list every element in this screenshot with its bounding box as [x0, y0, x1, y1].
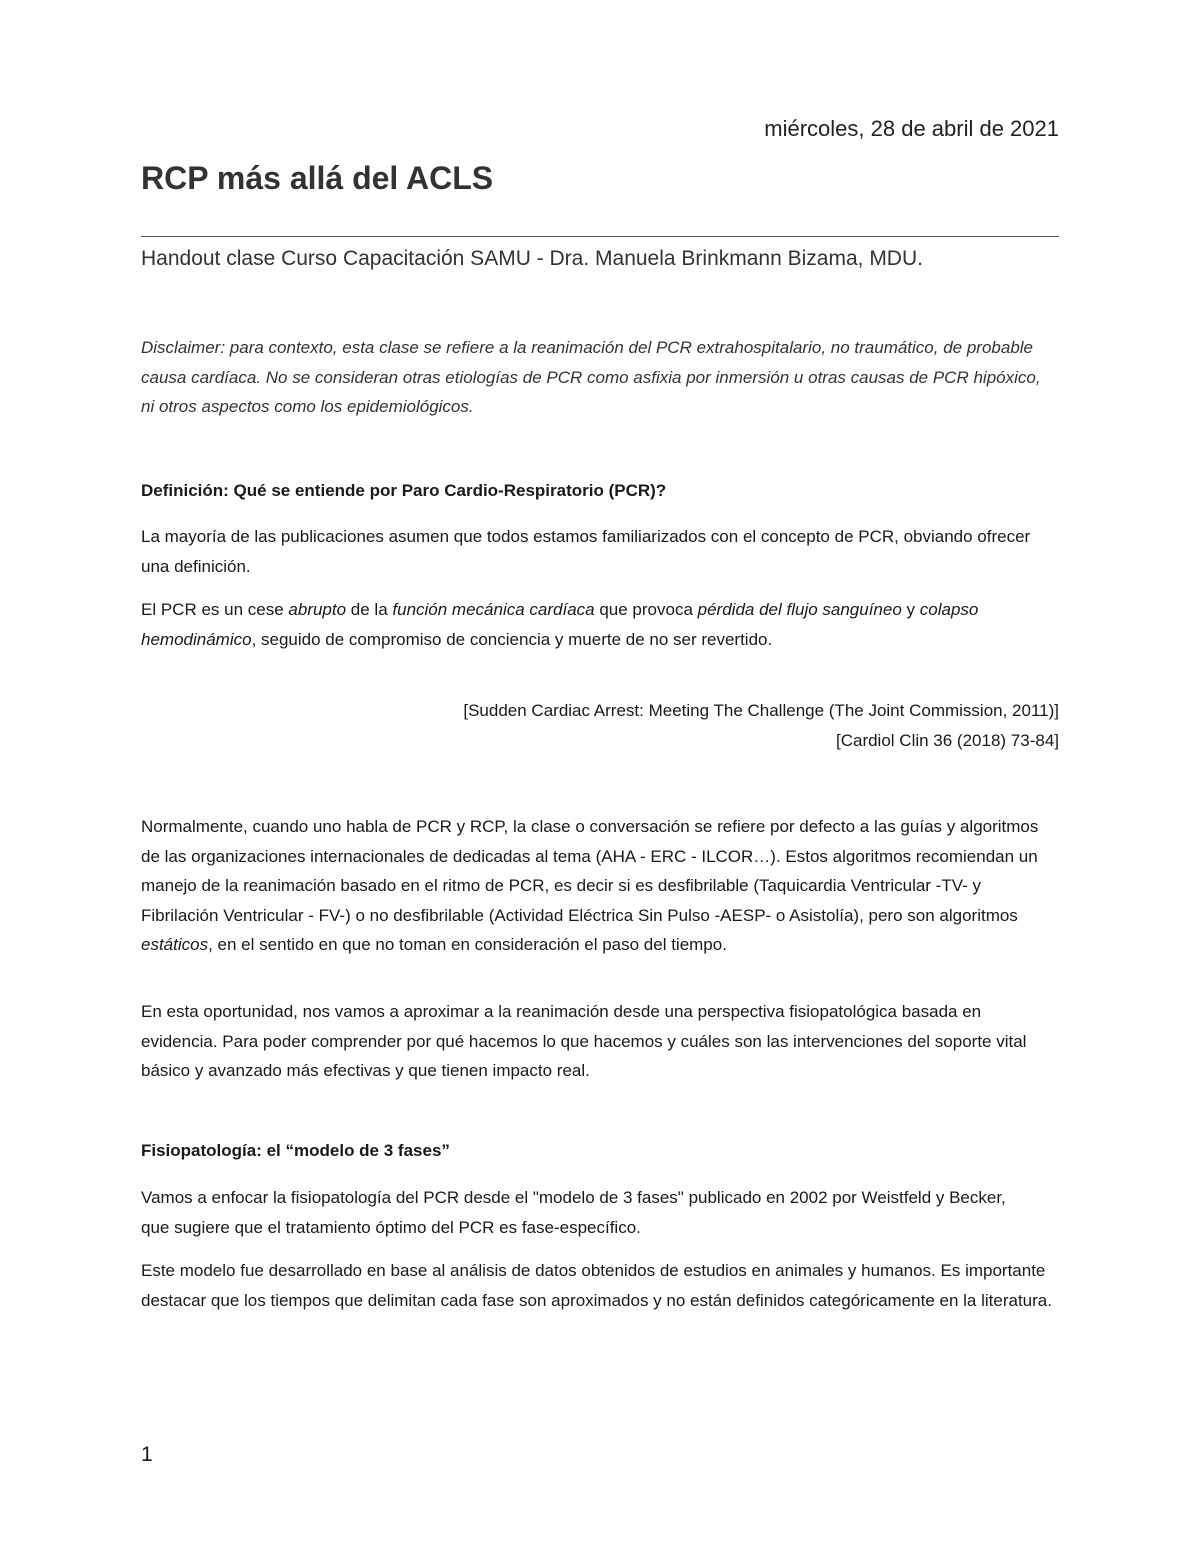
definition-intro-paragraph: La mayoría de las publicaciones asumen que todos estamos familiarizados con el concepto de PCR, obviando ofrecer una definición.	[141, 527, 1031, 576]
approach-paragraph: En esta oportunidad, nos vamos a aproximar a la reanimación desde una perspectiva fisiopatológica basada en evidencia. Para poder comprender por qué hacemos lo que hacemos y cuáles son las intervenciones del soporte vital básico y avanzado más efectivas y que tienen impacto real.	[141, 1002, 1027, 1080]
document-title: RCP más allá del ACLS	[141, 160, 494, 196]
reference-1: [Sudden Cardiac Arrest: Meeting The Challenge (The Joint Commission, 2011)]	[463, 701, 1059, 720]
document-date: miércoles, 28 de abril de 2021	[764, 116, 1059, 141]
model-development-paragraph: Este modelo fue desarrollado en base al análisis de datos obtenidos de estudios en animales y humanos. Es importante destacar que los tiempos que delimitan cada fase son aproximados y no están definidos categóricamente en la literatura.	[141, 1261, 1052, 1310]
emphasis-text: función mecánica cardíaca	[392, 600, 595, 619]
disclaimer-paragraph: Disclaimer: para contexto, esta clase se refiere a la reanimación del PCR extrahospitalario, no traumático, de probable causa cardíaca. No se consideran otras etiologías de PCR como asfixia por inmersión u otras causas de PCR hipóxico, ni otros aspectos como los epidemiológicos.	[141, 338, 1041, 416]
section-heading-definicion: Definición: Qué se entiende por Paro Cardio-Respiratorio (PCR)?	[141, 481, 667, 500]
algorithms-paragraph	[141, 812, 1059, 960]
emphasis-text: pérdida del flujo sanguíneo	[697, 600, 902, 619]
emphasis-text: abrupto	[288, 600, 347, 619]
text-run: El PCR es un cese	[141, 600, 289, 619]
page-number: 1	[141, 1443, 153, 1466]
reference-2: [Cardiol Clin 36 (2018) 73-84]	[835, 730, 1059, 750]
text-run: , seguido de compromiso de conciencia y muerte de no ser revertido.	[251, 629, 773, 649]
document-subtitle: Handout clase Curso Capacitación SAMU - Dra. Manuela Brinkmann Bizama, MDU.	[141, 247, 923, 270]
title-divider	[141, 236, 1059, 237]
emphasis-text: colapso hemodinámico	[141, 600, 979, 649]
emphasis-text: estáticos	[141, 935, 209, 954]
model-intro-paragraph: Vamos a enfocar la fisiopatología del PCR desde el "modelo de 3 fases" publicado en 2002 por Weistfeld y Becker, que sugiere que el tratamiento óptimo del PCR es fase-específico.	[141, 1188, 1006, 1237]
references-block	[463, 696, 1059, 755]
text-run: y	[901, 600, 920, 619]
text-run: de la	[346, 600, 393, 619]
section-heading-fisiopatologia: Fisiopatología: el “modelo de 3 fases”	[141, 1141, 450, 1160]
definition-paragraph	[141, 595, 1059, 654]
text-run: Normalmente, cuando uno habla de PCR y RCP, la clase o conversación se refiere por defecto a las guías y algoritmos de las organizaciones internacionales de dedicadas al tema (AHA - ERC - ILCOR…). Estos algoritmos recomiendan un manejo de la reanimación basado en el ritmo de PCR, es decir si es desfibrilable (Taquicardia Ventricular -TV- y Fibrilación Ventricular - FV-) o no desfibrilable (Actividad Eléctrica Sin Pulso -AESP- o Asistolía), pero son algoritmos	[141, 817, 1039, 925]
text-run: que provoca	[594, 600, 698, 619]
text-run: , en el sentido en que no toman en consideración el paso del tiempo.	[208, 935, 727, 954]
